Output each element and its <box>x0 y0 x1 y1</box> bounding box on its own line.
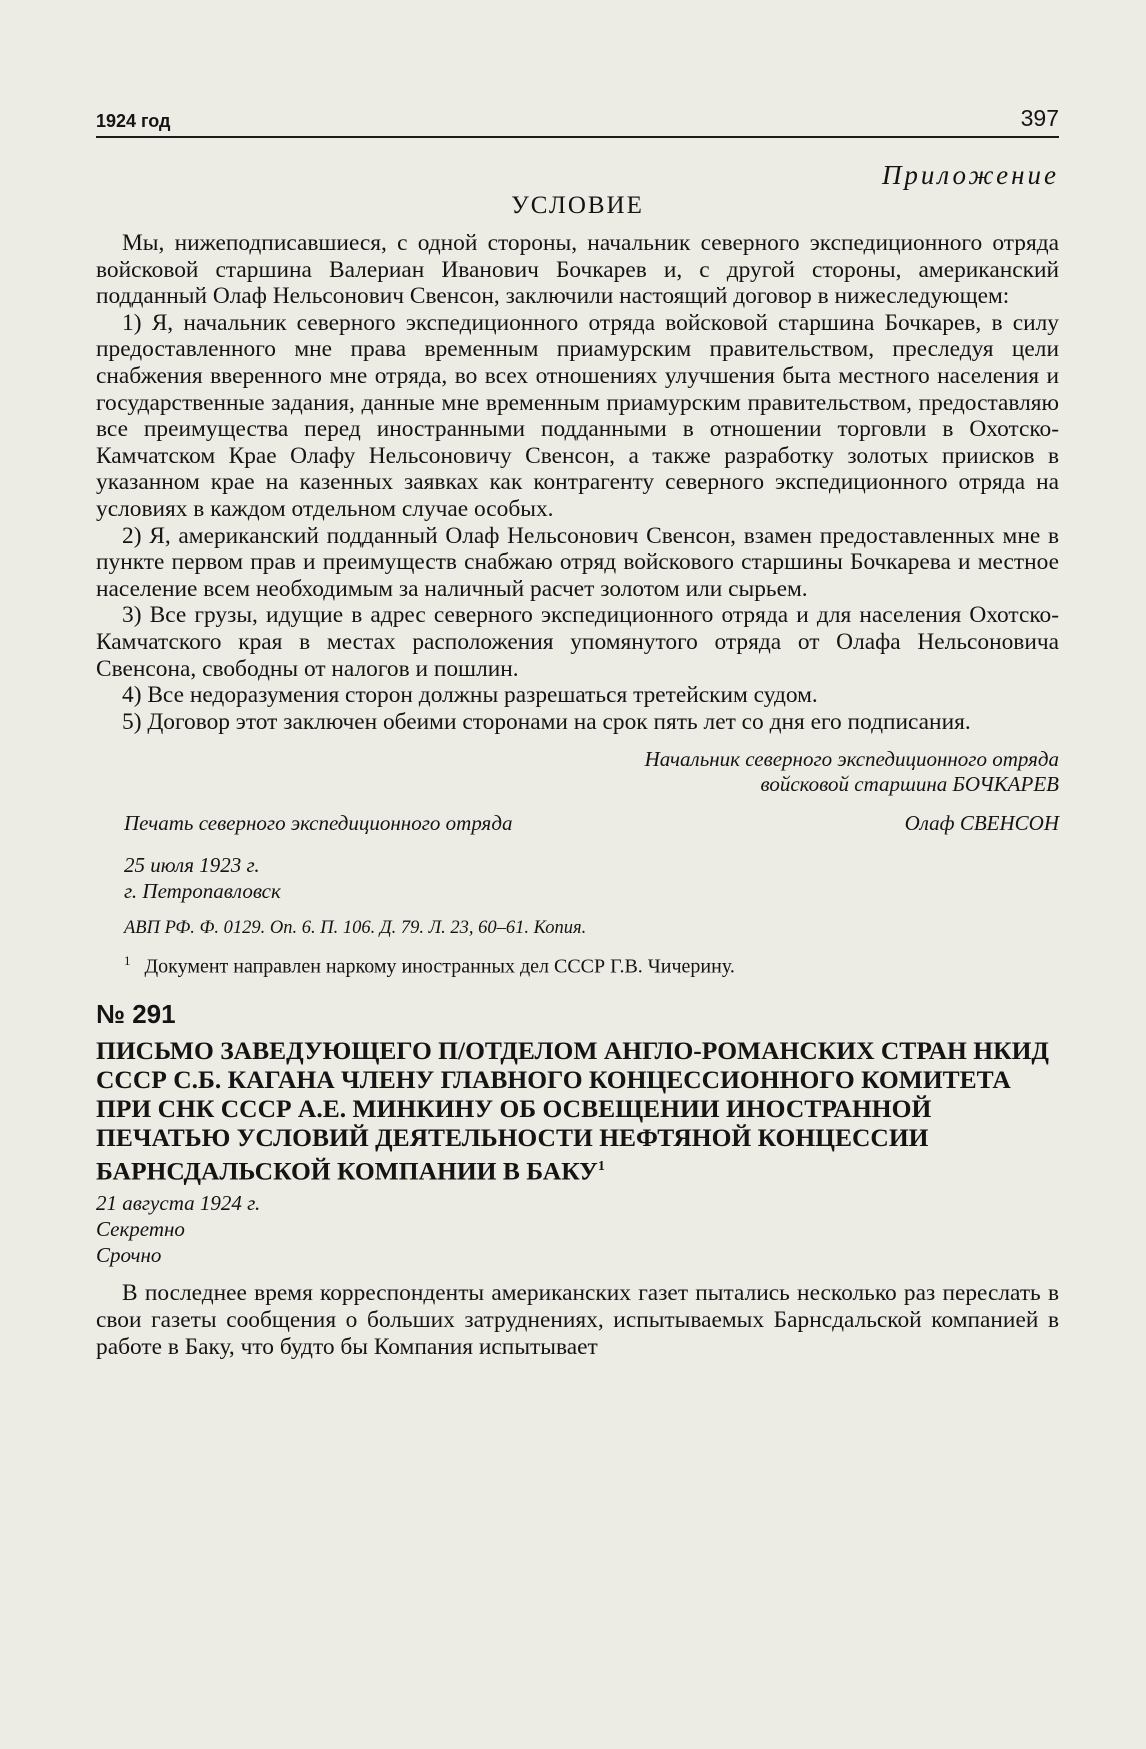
document-heading-text: ПИСЬМО ЗАВЕДУЮЩЕГО П/ОТДЕЛОМ АНГЛО-РОМАНСКИХ СТРАН НКИД СССР С.Б. КАГАНА ЧЛЕНУ ГЛАВНОГО КОНЦЕССИОННОГО КОМИТЕТА ПРИ СНК СССР А.Е. МИНКИНУ ОБ ОСВЕЩЕНИИ ИНОСТРАННОЙ ПЕЧАТЬЮ УСЛОВИЙ ДЕЯТЕЛЬНОСТИ НЕФТЯНОЙ КОНЦЕССИИ БАРНСДАЛЬСКОЙ КОМПАНИИ В БАКУ <box>96 1035 1049 1186</box>
archive-reference: АВП РФ. Ф. 0129. Оп. 6. П. 106. Д. 79. Л. 23, 60–61. Копия. <box>124 918 587 939</box>
date-place <box>124 852 1059 904</box>
urgency-mark: Срочно <box>96 1243 162 1268</box>
contract-paragraph-intro: Мы, нижеподписавшиеся, с одной стороны, начальник северного экспедиционного отряда войсковой старшина Валериан Иванович Бочкарев и, с другой стороны, американский подданный Олаф Нельсонович Свенсон, заключили настоящий договор в нижеследующем: <box>96 230 1059 310</box>
seal-row <box>96 811 1059 836</box>
contract-title: УСЛОВИЕ <box>511 192 644 219</box>
contract-paragraph-2: 2) Я, американский подданный Олаф Нельсонович Свенсон, взамен предоставленных мне в пункте первом прав и преимуществ снабжаю отряд войскового старшины Бочкарева и местное население всем необходимым за наличный расчет золотом или сырьем. <box>96 522 1059 602</box>
svenson-signature: Олаф СВЕНСОН <box>904 811 1059 836</box>
contract-paragraph-4: 4) Все недоразумения сторон должны разрешаться третейским судом. <box>122 682 818 709</box>
contract-paragraph-1: 1) Я, начальник северного экспедиционного отряда войсковой старшина Бочкарев, в силу предоставленного мне права временным приамурским правительством, преследуя цели снабжения вверенного мне отряда, во всех отношениях улучшения быта местного населения и государственные задания, данные мне временным приамурским правительством, предоставляю все преимущества перед иностранными подданными в отношении торговли в Охотско-Камчатском Крае Олафу Нельсоновичу Свенсон, а также разработку золотых приисков в указанном крае на казенных заявках как контрагенту северного экспедиционного отряда на условиях в каждом отдельном случае особых. <box>96 309 1059 522</box>
contract-date: 25 июля 1923 г. <box>124 853 260 878</box>
contract-place: г. Петропавловск <box>124 879 281 904</box>
appendix-label: Приложение <box>881 160 1059 190</box>
footnote-mark: 1 <box>124 953 131 969</box>
page-content <box>96 102 1059 1360</box>
contract-paragraph-3: 3) Все грузы, идущие в адрес северного экспедиционного отряда и для населения Охотско-Камчатского края в местах расположения упомянутого отряда от Олафа Нельсоновича Свенсона, свободны от налогов и пошлин. <box>96 602 1059 682</box>
signature-block <box>96 747 1059 836</box>
running-head <box>96 102 1059 138</box>
contract-body <box>96 230 1059 735</box>
signature-line-2: войсковой старшина БОЧКАРЕВ <box>760 772 1059 797</box>
document-number: № 291 <box>96 998 176 1029</box>
letter-date: 21 августа 1924 г. <box>96 1191 261 1216</box>
seal-text: Печать северного экспедиционного отряда <box>124 811 513 836</box>
footnote-text: Документ направлен наркому иностранных дел СССР Г.В. Чичерину. <box>144 955 735 978</box>
running-head-year: 1924 год <box>96 111 171 131</box>
signature-line-1: Начальник северного экспедиционного отряда <box>644 747 1059 772</box>
page-number: 397 <box>1020 105 1059 131</box>
footnote <box>124 953 1059 979</box>
document-heading <box>96 1036 1059 1186</box>
heading-footnote-mark: 1 <box>597 1158 605 1174</box>
contract-paragraph-5: 5) Договор этот заключен обеими сторонами на срок пять лет со дня его подписания. <box>122 708 971 735</box>
letter-body: В последнее время корреспонденты американских газет пытались несколько раз переслать в свои газеты сообщения о больших затруднениях, испытываемых Барнсдальской компанией в работе в Баку, что будто бы Компания испытывает <box>96 1280 1059 1360</box>
secrecy-mark: Секретно <box>96 1217 185 1242</box>
